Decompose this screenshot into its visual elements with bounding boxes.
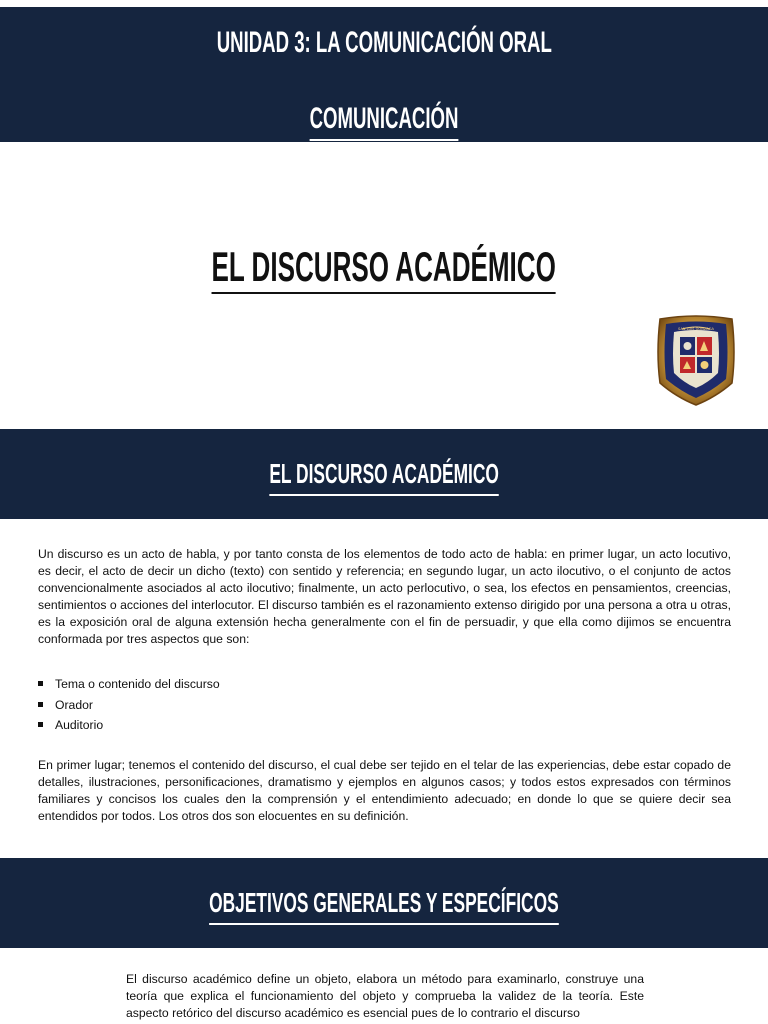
section-title: EL DISCURSO ACADÉMICO <box>0 454 768 496</box>
paragraph-intro: Un discurso es un acto de habla, y por tanto consta de los elementos de todo acto de habla: en primer lugar, un acto locutivo, es decir, el acto de decir un dicho (texto) con sentido y referencia; en segundo lugar, un acto ilocutivo, o el conjunto de actos convencionalmente asociados al acto ilocutivo; finalmente, un acto perlocutivo, o sea, los efectos en pensamientos, creencias, sentimientos o acciones del interlocutor. El discurso también es el razonamiento extenso dirigido por una persona a otra u otras, es la exposición oral de alguna extensión hecha generalmente con el fin de persuadir, y que ella como dijimos se encuentra conformada por tres aspectos que son: <box>38 547 731 646</box>
list-item: Auditorio <box>38 715 220 736</box>
subject-title: COMUNICACIÓN <box>0 99 768 141</box>
svg-text:SAN LUIS GONZAGA: SAN LUIS GONZAGA <box>678 327 714 331</box>
section-band-objetivos <box>0 858 768 948</box>
list-item: Tema o contenido del discurso <box>38 674 220 695</box>
aspects-list <box>38 674 220 736</box>
university-seal-icon <box>656 313 736 407</box>
paragraph-objetivos: El discurso académico define un objeto, elabora un método para examinarlo, construye una teoría que explica el funcionamiento del objeto y comprueba la validez de la teoría. Este aspecto retórico del discurso académico es esencial pues de lo contrario el discurso <box>126 972 644 1020</box>
page-title: EL DISCURSO ACADÉMICO <box>0 242 768 294</box>
section-band-discurso <box>0 429 768 519</box>
paragraph-content: En primer lugar; tenemos el contenido del discurso, el cual debe ser tejido en el telar de las experiencias, debe estar copado de detalles, ilustraciones, personificaciones, dramatismo y ejemplos en algunos casos; y todos estos expresados con términos familiares y concisos los cuales den la comprensión y el entendimiento adecuado; en donde lo que se quiere decir sea entendidos por todos. Los otros dos son elocuentes en su definición. <box>38 758 731 823</box>
list-item: Orador <box>38 695 220 716</box>
header-band <box>0 7 768 142</box>
unit-title: UNIDAD 3: LA COMUNICACIÓN ORAL <box>216 26 552 59</box>
section-title: OBJETIVOS GENERALES Y ESPECÍFICOS <box>0 883 768 925</box>
